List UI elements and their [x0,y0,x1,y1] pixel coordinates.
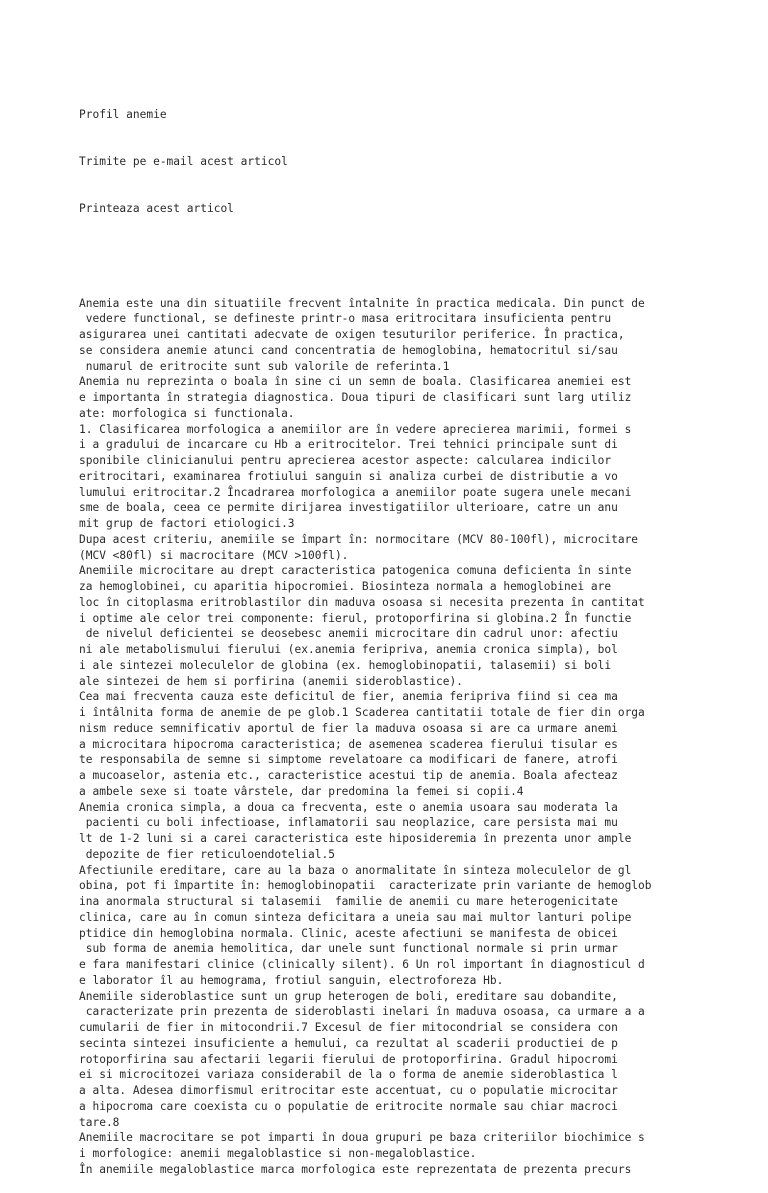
article-line: Anemia este una din situatiile frecvent întalnite în practica medicala. Din punct de [79,296,645,310]
article-line: 1. Clasificarea morfologica a anemiilor are în vedere aprecierea marimii, formei s [79,422,632,436]
document-page [79,75,759,1193]
article-line: lt de 1-2 luni si a carei caracteristica este hiposideremia în prezenta unor ample [79,832,632,846]
article-line: e importanta în strategia diagnostica. Doua tipuri de clasificari sunt larg utiliz [79,391,632,405]
article-body [79,296,759,1178]
article-line: lumului eritrocitar.2 Încadrarea morfologica a anemiilor poate sugera unele mecani [79,485,632,499]
print-article-link[interactable]: Printeaza acest articol [79,202,234,216]
article-line: depozite de fier reticuloendotelial.5 [79,847,335,861]
article-line: a ambele sexe si toate vârstele, dar predomina la femei si copii.4 [79,784,524,798]
article-line: ina anormala structural si talasemii familie de anemii cu mare heterogenicitate [79,895,618,909]
article-line: i ale sintezei moleculelor de globina (ex. hemoglobinopatii, talasemii) si boli [79,658,612,672]
article-line: nism reduce semnificativ aportul de fier la maduva osoasa si are ca urmare anemi [79,721,618,735]
article-line: pacienti cu boli infectioase, inflamatorii sau neoplazice, care persista mai mu [79,816,618,830]
article-line: a mucoaselor, astenia etc., caracteristice acestui tip de anemia. Boala afecteaz [79,769,618,783]
article-line: cumularii de fier in mitocondrii.7 Excesul de fier mitocondrial se considera con [79,1021,618,1035]
article-line: za hemoglobinei, cu aparitia hipocromiei. Biosinteza normala a hemoglobinei are [79,580,612,594]
article-line: ei si microcitozei variaza considerabil de la o forma de anemie sideroblastica l [79,1068,618,1082]
article-line: i întâlnita forma de anemie de pe glob.1 Scaderea cantitatii totale de fier din orga [79,706,645,720]
article-line: În anemiile megaloblastice marca morfologica este reprezentata de prezenta precurs [79,1162,632,1176]
article-line: se considera anemie atunci cand concentratia de hemoglobina, hematocritul si/sau [79,343,618,357]
article-line: de nivelul deficientei se deosebesc anemii microcitare din cadrul unor: afectiu [79,627,618,641]
article-line: caracterizate prin prezenta de sideroblasti inelari în maduva osoasa, ca urmare a a [79,1005,645,1019]
article-line: Anemiile sideroblastice sunt un grup heterogen de boli, ereditare sau dobandite, [79,989,618,1003]
article-line: Afectiunile ereditare, care au la baza o anormalitate în sinteza moleculelor de gl [79,863,632,877]
article-line: te responsabila de semne si simptome revelatoare ca modificari de fanere, atrofi [79,753,618,767]
article-line: sponibile clinicianului pentru aprecierea acestor aspecte: calcularea indicilor [79,454,612,468]
article-line: Anemiile microcitare au drept caracteristica patogenica comuna deficienta în sinte [79,564,632,578]
article-line: loc în citoplasma eritroblastilor din maduva osoasa si necesita prezenta în cantitat [79,595,645,609]
article-line: a microcitara hipocroma caracteristica; de asemenea scaderea fierului tisular es [79,737,618,751]
article-line: (MCV <80fl) si macrocitare (MCV >100fl). [79,548,349,562]
article-line: ale sintezei de hem si porfirina (anemii sideroblastice). [79,674,463,688]
article-line: ptidice din hemoglobina normala. Clinic, aceste afectiuni se manifesta de obicei [79,926,618,940]
article-line: Anemia nu reprezinta o boala în sine ci un semn de boala. Clasificarea anemiei est [79,375,632,389]
article-line: mit grup de factori etiologici.3 [79,517,295,531]
article-line: Cea mai frecventa cauza este deficitul de fier, anemia feripriva fiind si cea ma [79,690,618,704]
article-line: sub forma de anemia hemolitica, dar unele sunt functional normale si prin urmar [79,942,618,956]
article-line: Dupa acest criteriu, anemiile se împart în: normocitare (MCV 80-100fl), microcitare [79,532,639,546]
article-line: a hipocroma care coexista cu o populatie de eritrocite normale sau chiar macroci [79,1099,618,1113]
article-line: asigurarea unei cantitati adecvate de oxigen tesuturilor periferice. În practica, [79,328,625,342]
article-line: Anemiile macrocitare se pot imparti în doua grupuri pe baza criteriilor biochimice s [79,1131,645,1145]
spacer [79,248,759,264]
article-line: ni ale metabolismului fierului (ex.anemia feripriva, anemia cronica simpla), bol [79,643,618,657]
article-line: sme de boala, ceea ce permite dirijarea investigatiilor ulterioare, catre un anu [79,501,618,515]
article-line: obina, pot fi împartite în: hemoglobinopatii caracterizate prin variante de hemoglob [79,879,652,893]
article-line: i morfologice: anemii megaloblastice si non-megaloblastice. [79,1147,477,1161]
article-line: secinta sintezei insuficiente a hemului, ca rezultat al scaderii productiei de p [79,1036,618,1050]
article-line: e fara manifestari clinice (clinically silent). 6 Un rol important în diagnosticul d [79,958,645,972]
article-line: tare.8 [79,1115,120,1129]
email-article-link[interactable]: Trimite pe e-mail acest articol [79,154,288,168]
article-line: ate: morfologica si functionala. [79,406,295,420]
article-line: rotoporfirina sau afectarii legarii fierului de protoporfirina. Gradul hipocromi [79,1052,618,1066]
article-line: a alta. Adesea dimorfismul eritrocitar este accentuat, cu o populatie microcitar [79,1084,618,1098]
article-line: vedere functional, se defineste printr-o masa eritrocitara insuficienta pentru [79,312,612,326]
article-line: eritrocitari, examinarea frotiului sanguin si analiza curbei de distributie a vo [79,469,618,483]
article-line: i a gradului de incarcare cu Hb a eritrocitelor. Trei tehnici principale sunt di [79,438,618,452]
page-title: Profil anemie [79,107,167,121]
article-line: Anemia cronica simpla, a doua ca frecventa, este o anemia usoara sau moderata la [79,800,618,814]
article-line: e laborator îl au hemograma, frotiul sanguin, electroforeza Hb. [79,973,504,987]
article-line: numarul de eritrocite sunt sub valorile de referinta.1 [79,359,450,373]
article-line: clinica, care au în comun sinteza deficitara a uneia sau mai multor lanturi polipe [79,910,632,924]
article-line: i optime ale celor trei componente: fierul, protoporfirina si globina.2 În functie [79,611,632,625]
